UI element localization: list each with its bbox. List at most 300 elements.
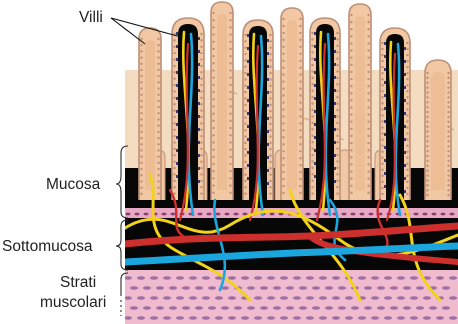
nucleus [404,177,406,180]
epithelial-cell [229,148,231,150]
nucleus [334,167,336,170]
epithelial-cell [350,14,352,16]
mesh-cell [234,213,239,216]
villus-lacteal-2 [217,14,227,190]
epithelial-cell [200,33,202,35]
nucleus [198,76,200,79]
epithelial-cell [269,123,271,125]
nucleus [198,37,200,40]
epithelial-cell [447,72,449,74]
epithelial-cell [311,160,313,162]
epithelial-cell [299,53,301,55]
mesh-cell [423,213,428,216]
muscle-cell [325,286,333,289]
epithelial-cell [173,77,175,79]
epithelial-cell [140,100,142,102]
muscle-cell [423,316,431,319]
epithelial-cell [350,78,352,80]
epithelial-cell [244,123,246,125]
epithelial-cell [200,97,202,99]
epithelial-cell [173,90,175,92]
epithelial-cell [350,170,352,172]
epithelial-cell [350,177,352,179]
epithelial-cell [244,34,246,36]
epithelial-cell [269,167,271,169]
epithelial-cell [157,186,159,188]
epithelial-cell [140,75,142,77]
epithelial-cell [200,52,202,54]
epithelial-cell [426,126,428,128]
epithelial-cell [157,131,159,133]
nucleus [176,110,178,113]
muscle-cell [254,296,262,299]
epithelial-cell [367,71,369,73]
epithelial-cell [311,167,313,169]
epithelial-cell [229,127,231,129]
epithelial-cell [381,114,383,116]
epithelial-cell [381,157,383,159]
epithelial-cell [299,192,301,194]
epithelial-cell [299,80,301,82]
epithelial-cell [244,53,246,55]
muscle-layer [124,270,458,324]
epithelial-cell [229,163,231,165]
muscle-cell [345,296,353,299]
muscle-cell [202,316,210,319]
muscle-cell [124,316,132,319]
epithelial-cell [229,91,231,93]
mesh-cell [450,213,455,216]
muscle-cell [241,276,249,279]
epithelial-cell [200,109,202,111]
epithelial-cell [140,87,142,89]
epithelial-cell [350,35,352,37]
muscle-cell [332,316,340,319]
nucleus [314,136,316,139]
epithelial-cell [212,69,214,71]
muscle-cell [397,296,405,299]
epithelial-cell [282,157,284,159]
epithelial-cell [212,19,214,21]
epithelial-cell [157,193,159,195]
epithelial-cell [406,163,408,165]
nucleus [267,182,269,185]
epithelial-cell [140,155,142,157]
nucleus [198,50,200,53]
epithelial-cell [244,66,246,68]
epithelial-cell [200,167,202,169]
epithelial-cell [269,135,271,137]
epithelial-cell [381,187,383,189]
epithelial-cell [269,34,271,36]
epithelial-cell [426,150,428,152]
epithelial-cell [367,142,369,144]
epithelial-cell [311,57,313,59]
muscle-cell [215,316,223,319]
epithelial-cell [140,137,142,139]
epithelial-cell [269,46,271,48]
epithelial-cell [336,64,338,66]
epithelial-cell [269,180,271,182]
epithelial-cell [406,144,408,146]
epithelial-cell [157,155,159,157]
epithelial-cell [350,185,352,187]
epithelial-cell [173,103,175,105]
muscle-cell [195,286,203,289]
mesh-cell [198,213,203,216]
muscle-cell [371,316,379,319]
epithelial-cell [269,40,271,42]
epithelial-cell [426,72,428,74]
epithelial-cell [350,163,352,165]
epithelial-cell [311,102,313,104]
epithelial-cell [381,181,383,183]
epithelial-cell [367,192,369,194]
epithelial-cell [367,170,369,172]
epithelial-cell [426,160,428,162]
epithelial-cell [140,149,142,151]
epithelial-cell [157,149,159,151]
epithelial-cell [229,98,231,100]
epithelial-cell [140,94,142,96]
epithelial-cell [282,136,284,138]
epithelial-cell [282,108,284,110]
epithelial-cell [173,97,175,99]
nucleus [176,162,178,165]
epithelial-cell [406,66,408,68]
epithelial-cell [350,113,352,115]
muscle-cell [182,286,190,289]
nucleus [176,58,178,61]
epithelial-cell [381,163,383,165]
epithelial-cell [229,184,231,186]
mesh-cell [432,213,437,216]
epithelial-cell [311,90,313,92]
epithelial-cell [140,131,142,133]
epithelial-cell [299,60,301,62]
epithelial-cell [282,101,284,103]
epithelial-cell [200,77,202,79]
epithelial-cell [212,134,214,136]
muscle-cell [215,296,223,299]
nucleus [198,180,200,183]
epithelial-cell [244,46,246,48]
nucleus [384,185,386,188]
epithelial-cell [336,32,338,34]
epithelial-cell [381,54,383,56]
muscle-cell [137,316,145,319]
label-muscle-line2: muscolari [40,294,107,311]
epithelial-cell [269,148,271,150]
nucleus [404,73,406,76]
muscle-cell [208,306,216,309]
muscle-cell [189,296,197,299]
villus-lacteal-8 [431,72,445,190]
epithelial-cell [406,78,408,80]
epithelial-cell [282,87,284,89]
epithelial-cell [173,129,175,131]
epithelial-cell [200,160,202,162]
epithelial-cell [426,145,428,147]
epithelial-cell [282,46,284,48]
nucleus [198,89,200,92]
epithelial-cell [426,179,428,181]
muscle-cell [260,306,268,309]
nucleus [314,110,316,113]
epithelial-cell [311,192,313,194]
epithelial-cell [406,54,408,56]
nucleus [314,84,316,87]
epithelial-cell [381,144,383,146]
epithelial-cell [350,135,352,137]
epithelial-cell [447,189,449,191]
epithelial-cell [140,193,142,195]
muscle-cell [189,276,197,279]
nucleus [247,125,249,128]
epithelial-cell [367,149,369,151]
muscle-cell [273,286,281,289]
epithelial-cell [426,155,428,157]
label-submucosa: Sottomucosa [2,238,93,255]
epithelial-cell [426,121,428,123]
nucleus [267,65,269,68]
epithelial-cell [336,96,338,98]
epithelial-cell [282,39,284,41]
nucleus [334,154,336,157]
epithelial-cell [311,141,313,143]
epithelial-cell [426,116,428,118]
epithelial-cell [244,135,246,137]
nucleus [334,76,336,79]
muscle-cell [384,296,392,299]
nucleus [247,164,249,167]
nucleus [384,94,386,97]
epithelial-cell [406,60,408,62]
epithelial-cell [229,12,231,14]
epithelial-cell [311,128,313,130]
epithelial-cell [173,52,175,54]
epithelial-cell [140,106,142,108]
epithelial-cell [212,84,214,86]
muscle-cell [436,316,444,319]
epithelial-cell [140,174,142,176]
muscle-cell [397,316,405,319]
epithelial-cell [244,192,246,194]
epithelial-cell [212,105,214,107]
epithelial-cell [350,121,352,123]
nucleus [314,97,316,100]
muscle-cell [364,306,372,309]
epithelial-cell [157,143,159,145]
epithelial-cell [350,49,352,51]
nucleus [314,149,316,152]
muscle-cell [195,306,203,309]
epithelial-cell [406,72,408,74]
nucleus [314,123,316,126]
epithelial-cell [350,106,352,108]
muscle-cell [202,296,210,299]
epithelial-cell [229,177,231,179]
epithelial-cell [229,55,231,57]
nucleus [267,52,269,55]
epithelial-cell [200,192,202,194]
epithelial-cell [212,98,214,100]
muscle-cell [150,296,158,299]
epithelial-cell [406,120,408,122]
villus-lacteal-4 [287,20,297,190]
epithelial-cell [282,143,284,145]
epithelial-cell [447,150,449,152]
epithelial-cell [311,186,313,188]
muscle-cell [423,296,431,299]
epithelial-cell [406,42,408,44]
epithelial-cell [269,97,271,99]
epithelial-cell [269,66,271,68]
epithelial-cell [299,87,301,89]
epithelial-cell [406,132,408,134]
label-villi: Villi [79,9,103,26]
epithelial-cell [173,58,175,60]
epithelial-cell [426,169,428,171]
nucleus [334,128,336,131]
nucleus [404,125,406,128]
epithelial-cell [244,97,246,99]
epithelial-cell [350,85,352,87]
epithelial-cell [173,186,175,188]
epithelial-cell [244,173,246,175]
epithelial-cell [350,156,352,158]
epithelial-cell [336,141,338,143]
epithelial-cell [299,164,301,166]
epithelial-cell [244,59,246,61]
muscle-cell [247,286,255,289]
muscle-cell [390,286,398,289]
muscle-cell [293,276,301,279]
label-mucosa: Mucosa [46,176,101,193]
nucleus [267,39,269,42]
epithelial-cell [244,180,246,182]
muscle-cell [156,306,164,309]
epithelial-cell [406,157,408,159]
epithelial-cell [212,77,214,79]
epithelial-cell [299,73,301,75]
muscle-cell [202,276,210,279]
epithelial-cell [269,91,271,93]
nucleus [247,112,249,115]
mesh-cell [414,213,419,216]
muscle-cell [189,316,197,319]
epithelial-cell [350,192,352,194]
epithelial-cell [173,141,175,143]
epithelial-cell [282,80,284,82]
mesh-cell [162,213,167,216]
epithelial-cell [381,78,383,80]
mesh-cell [369,213,374,216]
mesh-cell [441,213,446,216]
epithelial-cell [212,156,214,158]
epithelial-cell [140,168,142,170]
epithelial-cell [299,150,301,152]
muscle-cell [371,296,379,299]
epithelial-cell [406,181,408,183]
epithelial-cell [336,128,338,130]
epithelial-cell [299,122,301,124]
epithelial-cell [157,75,159,77]
epithelial-cell [367,128,369,130]
muscle-cell [286,306,294,309]
epithelial-cell [244,186,246,188]
epithelial-cell [200,122,202,124]
epithelial-cell [426,96,428,98]
epithelial-cell [447,91,449,93]
epithelial-cell [426,174,428,176]
nucleus [198,154,200,157]
epithelial-cell [140,118,142,120]
nucleus [404,190,406,193]
epithelial-cell [173,122,175,124]
epithelial-cell [447,155,449,157]
epithelial-cell [173,84,175,86]
epithelial-cell [229,84,231,86]
muscle-cell [332,276,340,279]
epithelial-cell [336,102,338,104]
epithelial-cell [311,77,313,79]
muscle-cell [137,276,145,279]
epithelial-cell [244,161,246,163]
epithelial-cell [173,180,175,182]
nucleus [384,159,386,162]
epithelial-cell [157,81,159,83]
epithelial-cell [282,122,284,124]
nucleus [404,99,406,102]
epithelial-cell [244,167,246,169]
epithelial-cell [447,106,449,108]
muscle-cell [260,286,268,289]
muscle-cell [410,316,418,319]
epithelial-cell [367,99,369,101]
epithelial-cell [282,192,284,194]
muscle-cell [436,276,444,279]
epithelial-cell [229,134,231,136]
epithelial-cell [282,32,284,34]
epithelial-cell [173,167,175,169]
epithelial-cell [299,18,301,20]
epithelial-cell [229,192,231,194]
epithelial-cell [140,124,142,126]
epithelial-cell [229,33,231,35]
epithelial-cell [381,102,383,104]
epithelial-cell [311,154,313,156]
epithelial-cell [447,130,449,132]
epithelial-cell [447,135,449,137]
epithelial-cell [173,71,175,73]
epithelial-cell [269,129,271,131]
muscle-cell [403,306,411,309]
muscle-cell [234,306,242,309]
nucleus [404,47,406,50]
epithelial-cell [157,118,159,120]
epithelial-cell [299,136,301,138]
epithelial-cell [336,135,338,137]
muscle-cell [124,296,132,299]
epithelial-cell [336,57,338,59]
muscle-cell [325,306,333,309]
muscle-cell [345,316,353,319]
epithelial-cell [447,77,449,79]
epithelial-cell [229,41,231,43]
epithelial-cell [406,138,408,140]
epithelial-cell [157,162,159,164]
